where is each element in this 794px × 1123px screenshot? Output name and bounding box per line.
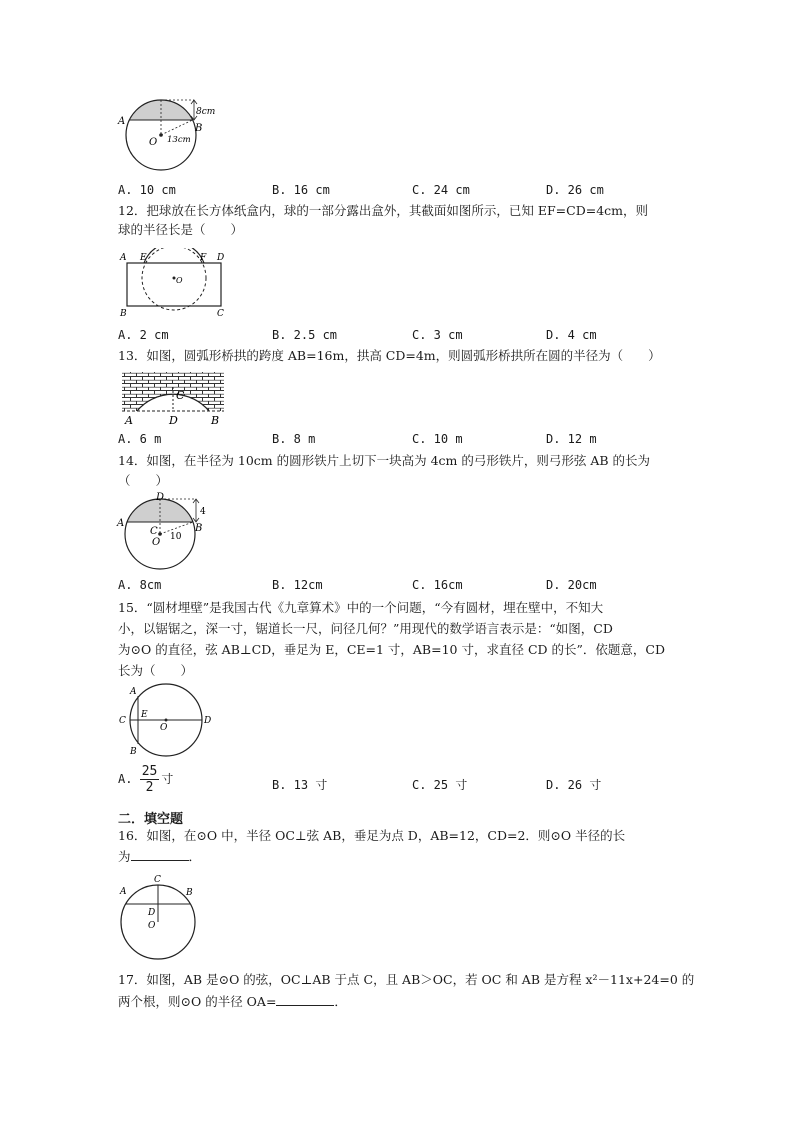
q13-label-D: D: [169, 414, 178, 426]
q14-option-c[interactable]: C. 16cm: [412, 578, 463, 592]
q12-option-b[interactable]: B. 2.5 cm: [272, 328, 338, 342]
q12-option-d[interactable]: D. 4 cm: [546, 328, 597, 342]
q17-answer-blank[interactable]: [276, 993, 334, 1006]
q12-text-line-1: 12．把球放在长方体纸盒内，球的一部分露出盒外，其截面如图所示，已知 EF=CD=4cm，则: [118, 203, 649, 218]
q12-figure: [116, 248, 230, 320]
q14-label-h: 4: [200, 507, 206, 517]
q17-line2-suffix: ．: [334, 994, 347, 1009]
q11-label-r: 13cm: [167, 135, 191, 145]
q14-label-O: O: [152, 537, 161, 548]
q11-option-c[interactable]: C. 24 cm: [412, 183, 470, 197]
q14-label-B: B: [195, 523, 203, 534]
q13-options: [118, 432, 678, 448]
q14-label-A: A: [117, 518, 125, 529]
q13-text-line-1: 13．如图，圆弧形桥拱的跨度 AB=16m，拱高 CD=4m，则圆弧形桥拱所在圆的半径为（ ）: [118, 348, 661, 363]
q14-option-d[interactable]: D. 20cm: [546, 578, 597, 592]
q12-label-B: B: [120, 309, 127, 319]
q16-label-D: D: [148, 908, 156, 918]
q12-option-c[interactable]: C. 3 cm: [412, 328, 463, 342]
q11-option-b[interactable]: B. 16 cm: [272, 183, 330, 197]
q14-text-line-1: 14．如图，在半径为 10cm 的圆形铁片上切下一块高为 4cm 的弓形铁片，则弓形弦 AB 的长为: [118, 453, 651, 468]
q15-label-D: D: [204, 716, 212, 726]
q12-label-C: C: [217, 309, 224, 319]
q15-option-a[interactable]: [118, 764, 173, 795]
q15-label-E: E: [141, 710, 148, 720]
q15-option-d[interactable]: D. 26 寸: [546, 778, 602, 792]
q17-line2-prefix: 两个根，则⊙O 的半径 OA=: [118, 994, 277, 1009]
q11-label-O: O: [149, 137, 158, 148]
q14-option-a[interactable]: A. 8cm: [118, 578, 162, 592]
q15-text-line-2: 小，以锯锯之，深一寸，锯道长一尺，问径几何？”用现代的数学语言表示是：“如图，CD: [118, 621, 613, 636]
q16-figure: [114, 872, 204, 960]
q17-text-line-2: [118, 993, 680, 1010]
section-title-fill-in: 二．填空题: [118, 812, 184, 827]
q13-label-A: A: [125, 414, 133, 426]
q12-label-E: E: [140, 253, 147, 263]
q12-options: [118, 328, 678, 344]
q13-label-B: B: [211, 414, 220, 426]
q14-label-C: C: [150, 526, 158, 537]
q16-label-B: B: [186, 888, 193, 898]
q14-figure: [112, 490, 222, 574]
q15-option-a-denominator: 2: [145, 780, 154, 795]
q12-label-D: D: [217, 253, 225, 263]
q11-options: [118, 183, 678, 199]
q11-label-B: B: [195, 123, 203, 134]
q15-text-line-4: 长为（ ）: [118, 663, 194, 678]
q16-answer-blank[interactable]: [131, 848, 189, 861]
q12-label-A: A: [120, 253, 127, 263]
q15-label-B: B: [130, 747, 137, 757]
q15-figure: [114, 682, 220, 760]
q15-option-a-fraction: [140, 764, 160, 795]
q13-option-a[interactable]: A. 6 m: [118, 432, 162, 446]
q16-line2-prefix: 为: [118, 849, 131, 864]
q15-text-line-3: 为⊙O 的直径，弦 AB⊥CD，垂足为 E，CE=1 寸，AB=10 寸，求直径 CD 的长”．依题意，CD: [118, 642, 665, 657]
q12-text-line-2: 球的半径长是（ ）: [118, 222, 244, 237]
q15-option-a-prefix: A.: [118, 772, 133, 786]
q11-label-h: 8cm: [196, 107, 216, 117]
q13-option-b[interactable]: B. 8 m: [272, 432, 316, 446]
q12-label-O: O: [176, 276, 183, 285]
q15-label-C: C: [119, 716, 126, 726]
q12-label-F: F: [200, 253, 207, 263]
q15-option-b[interactable]: B. 13 寸: [272, 778, 328, 792]
q13-figure: [118, 370, 228, 426]
q14-label-r: 10: [170, 532, 182, 542]
q16-line2-suffix: ．: [188, 849, 202, 864]
q14-options: [118, 578, 678, 594]
q15-option-a-numerator: 25: [141, 764, 158, 779]
q13-option-d[interactable]: D. 12 m: [546, 432, 597, 446]
q15-label-A: A: [130, 687, 137, 697]
q16-label-C: C: [154, 875, 161, 885]
q15-option-c[interactable]: C. 25 寸: [412, 778, 468, 792]
q11-option-d[interactable]: D. 26 cm: [546, 183, 604, 197]
q11-option-a[interactable]: A. 10 cm: [118, 183, 176, 197]
q16-label-O: O: [148, 921, 156, 931]
q13-label-C: C: [176, 389, 185, 402]
q11-label-A: A: [118, 116, 126, 127]
q15-option-a-unit: 寸: [161, 772, 174, 786]
q14-option-b[interactable]: B. 12cm: [272, 578, 323, 592]
q17-text-line-1: 17．如图，AB 是⊙O 的弦，OC⊥AB 于点 C，且 AB＞OC，若 OC 和 AB 是方程 x²－11x+24=0 的: [118, 972, 695, 987]
q15-label-O: O: [160, 723, 168, 733]
q13-option-c[interactable]: C. 10 m: [412, 432, 463, 446]
q14-text-line-2: （ ）: [118, 473, 169, 488]
q16-label-A: A: [120, 887, 127, 897]
q15-text-line-1: 15．“圆材埋壁”是我国古代《九章算术》中的一个问题，“今有圆材，埋在壁中，不知大: [118, 600, 604, 615]
q16-text-line-2: [118, 848, 680, 865]
q14-label-D: D: [156, 492, 165, 503]
q11-figure: [112, 98, 222, 176]
q15-options: [118, 764, 678, 802]
q12-option-a[interactable]: A. 2 cm: [118, 328, 169, 342]
q16-text-line-1: 16．如图，在⊙O 中，半径 OC⊥弦 AB，垂足为点 D，AB=12，CD=2．则⊙O 半径的长: [118, 828, 626, 843]
